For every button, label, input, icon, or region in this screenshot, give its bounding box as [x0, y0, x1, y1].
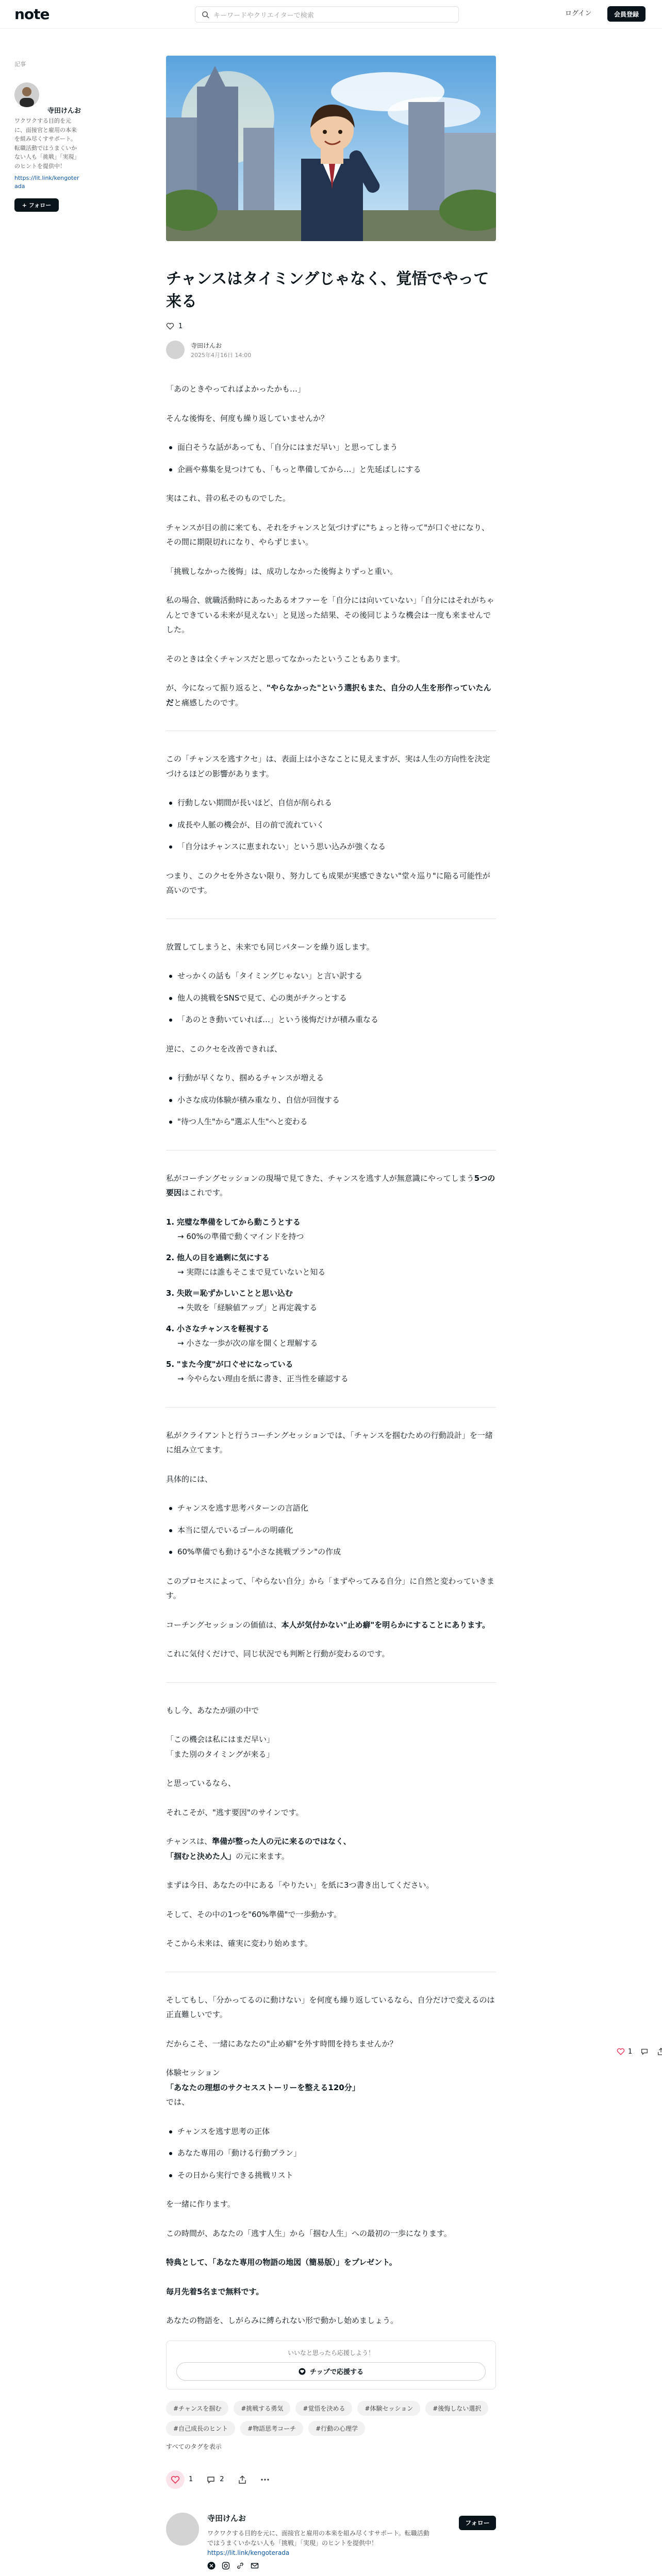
x-icon[interactable] — [207, 2562, 216, 2570]
list-number: 5. — [166, 1359, 175, 1369]
tip-button[interactable] — [176, 2362, 486, 2381]
support-label: いいなと思ったら応援しよう！ — [287, 2349, 374, 2357]
author-follow-button[interactable]: フォロー — [459, 2516, 496, 2530]
list-head: "また今度"が口ぐせになっている — [176, 1359, 293, 1369]
paragraph: 毎月先着5名まで無料です。 — [166, 2286, 264, 2296]
list-number: 3. — [166, 1288, 175, 1298]
sidebar-author-name[interactable]: 寺田けんお — [47, 107, 81, 115]
text: が、今になって振り返ると、 — [166, 683, 267, 692]
list-item: 他人の挑戦をSNSで見て、心の奥がチクっとする — [166, 991, 496, 1006]
sidebar-bio: ワクワクする目的を元に、面接官と雇用の本来を組み尽くすサポート。転職活動ではうまくいかない人も「挑戦」「実現」のヒントを提供中！ — [14, 117, 80, 170]
author-name[interactable]: 寺田けんお — [191, 342, 222, 349]
list-item: あなた専用の「動ける行動プラン」 — [166, 2146, 496, 2161]
share-icon[interactable] — [238, 2475, 247, 2484]
paragraph: あなたの物語を、しがらみに縛られない形で動かし始めましょう。 — [166, 2316, 399, 2325]
tag[interactable]: #物語思考コーチ — [240, 2421, 303, 2436]
search-icon — [202, 11, 209, 19]
tag[interactable]: #行動の心理学 — [308, 2421, 365, 2436]
bold-text: "やらなかった"という選択もまた、自分の人生を形作っていたんだ — [166, 683, 491, 707]
paragraph: と思っているなら、 — [166, 1778, 236, 1788]
bold-text: 本人が気付かない"止め癖"を明らかにすることにあります。 — [281, 1620, 490, 1630]
list-sub: → 60%の準備で動くマインドを持つ — [177, 1232, 304, 1241]
list-sub: → 小さな一歩が次の扉を開くと理解する — [177, 1338, 318, 1348]
article-body — [166, 382, 496, 2328]
paragraph: 「あのときやってればよかったかも…」 — [166, 384, 306, 394]
list-sub: → 失敗を「経験値アップ」と再定義する — [177, 1303, 318, 1312]
tag[interactable]: #後悔しない選択 — [425, 2401, 488, 2416]
list-item: チャンスを逃す思考の正体 — [166, 2124, 496, 2139]
text: チャンスは、 — [166, 1837, 212, 1846]
paragraph: このプロセスによって、「やらない自分」から「まずやってみる自分」に自然と変わっていきます。 — [166, 1576, 495, 1600]
divider — [166, 1407, 496, 1408]
paragraph: 放置してしまうと、未来でも同じパターンを繰り返します。 — [166, 942, 374, 952]
paragraph: 具体的には、 — [166, 1474, 213, 1484]
article-title: チャンスはタイミングじゃなく、覚悟でやって来る — [166, 270, 489, 311]
list-item: その日から実行できる挑戦リスト — [166, 2168, 496, 2183]
list-item: せっかくの話も「タイミングじゃない」と言い訳する — [166, 969, 496, 984]
paragraph: 特典として、「あなた専用の物語の地図（簡易版）」をプレゼント。 — [166, 2258, 397, 2267]
comment-icon[interactable] — [206, 2475, 216, 2484]
list-item: 本当に望んでいるゴールの明確化 — [166, 1523, 496, 1538]
list-number: 1. — [166, 1217, 175, 1227]
floating-like-count: 1 — [628, 2047, 633, 2056]
list-number: 2. — [166, 1252, 175, 1262]
heart-icon[interactable] — [166, 322, 174, 330]
list-sub: → 今やらない理由を紙に書き、正当性を確認する — [177, 1374, 349, 1383]
list-head: 失敗＝恥ずかしいことと思い込む — [176, 1288, 293, 1298]
paragraph — [166, 681, 496, 710]
person-icon — [14, 82, 39, 107]
like-count: 1 — [178, 322, 183, 330]
numbered-list — [166, 1215, 496, 1386]
publish-date: 2025年4月16日 14:00 — [191, 351, 252, 359]
author-card-bio: ワクワクする目的を元に、面接官と雇用の本来を組み尽くすサポート。転職活動ではうまくいかない人も「挑戦」「実現」のヒントを提供中！ — [207, 2529, 429, 2547]
avatar[interactable] — [14, 82, 39, 107]
like-count: 1 — [189, 2476, 193, 2483]
list-item — [166, 1215, 496, 1244]
paragraph: もし今、あなたが頭の中で — [166, 1705, 259, 1715]
link-icon[interactable] — [236, 2562, 244, 2570]
more-icon[interactable] — [260, 2475, 270, 2484]
paragraph: まずは今日、あなたの中にある「やりたい」を紙に3つ書き出してください。 — [166, 1880, 434, 1890]
author-card-name[interactable]: 寺田けんお — [207, 2513, 246, 2523]
hero-image — [166, 56, 496, 241]
tag[interactable]: #覚悟を決める — [295, 2401, 352, 2416]
paragraph: つまり、このクセを外さない限り、努力しても成果が実感できない"堂々巡り"に陥る可能性が高いのです。 — [166, 871, 490, 895]
paragraph — [166, 1834, 496, 1863]
paragraph: 私の場合、就職活動時にあったあるオファーを「自分には向いていない」「自分にはそれがちゃんとできている未来が見えない」と見送った結果、その後同じような機会は一度も来ませんでした。 — [166, 596, 494, 634]
paragraph: これに気付くだけで、同じ状況でも判断と行動が変わるのです。 — [166, 1649, 390, 1658]
list-item: 行動しない期間が長いほど、自信が削られる — [166, 795, 496, 810]
list-item: 成長や人脈の機会が、目の前で流れていく — [166, 818, 496, 833]
list-item — [166, 1321, 496, 1351]
list-item — [166, 1250, 496, 1280]
instagram-icon[interactable] — [222, 2562, 230, 2570]
paragraph: この「チャンスを逃すクセ」は、表面上は小さなことに見えますが、実は人生の方向性を決定づけるほどの影響があります。 — [166, 754, 490, 778]
list-head: 完璧な準備をしてから動こうとする — [176, 1217, 301, 1227]
divider — [166, 1682, 496, 1683]
signup-button[interactable]: 会員登録 — [607, 6, 646, 22]
like-group — [166, 2470, 193, 2489]
sidebar-follow-button[interactable]: + フォロー — [14, 198, 59, 212]
list-item: 「自分はチャンスに恵まれない」という思い込みが強くなる — [166, 839, 496, 854]
list-item: 企画や募集を見つけても、「もっと準備してから…」と先延ばしにする — [166, 462, 496, 477]
paragraph: では、 — [166, 2097, 190, 2107]
tag-list — [166, 2401, 496, 2436]
paragraph — [166, 1732, 496, 1761]
list-item: 行動が早くなり、掴めるチャンスが増える — [166, 1071, 496, 1086]
paragraph: この時間が、あなたの「逃す人生」から「掴む人生」への最初の一歩になります。 — [166, 2228, 452, 2238]
bold-text: 5つの要因 — [166, 1173, 495, 1197]
search-placeholder: キーワードやクリエイターで検索 — [213, 11, 314, 20]
list-item: 60%準備でも動ける"小さな挑戦プラン"の作成 — [166, 1545, 496, 1560]
tag[interactable]: #自己成長のヒント — [166, 2421, 235, 2436]
bullet-list — [166, 1501, 496, 1560]
bullet-list — [166, 969, 496, 1027]
list-item: 面白そうな話があっても、「自分にはまだ早い」と思ってしまう — [166, 440, 496, 455]
bold-text: 「掴むと決めた人」 — [166, 1851, 236, 1861]
like-button[interactable] — [166, 2470, 185, 2489]
search-input[interactable] — [195, 6, 459, 23]
paragraph: それこそが、"逃す要因"のサインです。 — [166, 1807, 304, 1817]
paragraph: 「挑戦しなかった後悔」は、成功しなかった後悔よりずっと重い。 — [166, 566, 398, 576]
paragraph: チャンスが目の前に来ても、それをチャンスと気づけずに"ちょっと待って"が口ぐせになり、その間に期限切れになり、やらずじまい。 — [166, 522, 490, 547]
tip-icon — [299, 2368, 306, 2375]
list-item — [166, 1286, 496, 1315]
list-item: 小さな成功体験が積み重なり、自信が回復する — [166, 1093, 496, 1108]
paragraph: を一緒に作ります。 — [166, 2199, 235, 2209]
bullet-list — [166, 2124, 496, 2183]
tip-button-label: チップで応援する — [309, 2368, 363, 2376]
sidebar-link[interactable]: https://lit.link/kengoterada — [14, 174, 79, 190]
paragraph — [166, 1171, 496, 1200]
text: の元に来ます。 — [236, 1851, 289, 1861]
floating-actions — [617, 2047, 662, 2056]
paragraph: そこから未来は、確実に変わり始めます。 — [166, 1939, 312, 1948]
bullet-list — [166, 795, 496, 854]
comment-count: 2 — [220, 2476, 224, 2483]
article — [166, 268, 496, 2576]
paragraph: そんな後悔を、何度も繰り返していませんか？ — [166, 413, 329, 423]
bullet-list — [166, 1071, 496, 1129]
like-row — [166, 322, 496, 330]
hero-illustration — [166, 56, 496, 241]
author-avatar[interactable] — [166, 2513, 199, 2546]
list-head: 他人の目を過剰に気にする — [176, 1252, 270, 1262]
share-icon[interactable] — [657, 2047, 662, 2056]
text: コーチングセッションの価値は、 — [166, 1620, 282, 1630]
support-box — [166, 2341, 496, 2389]
login-link[interactable]: ログイン — [565, 10, 592, 18]
list-sub: → 実際には誰もそこまで見ていないと知る — [177, 1267, 326, 1277]
text: 「この機会は私にはまだ早い」 — [166, 1735, 275, 1744]
paragraph: そして、その中の1つを"60%準備"で一歩動かす。 — [166, 1909, 342, 1919]
floating-like[interactable] — [617, 2047, 632, 2056]
paragraph — [166, 1618, 496, 1633]
text: はこれです。 — [181, 1188, 227, 1197]
list-item: チャンスを逃す思考パターンの言語化 — [166, 1501, 496, 1516]
text: と痛感したのです。 — [174, 698, 243, 707]
paragraph: そのときは全くチャンスだと思ってなかったということもあります。 — [166, 654, 405, 664]
list-head: 小さなチャンスを軽視する — [176, 1324, 270, 1333]
paragraph: 私がクライアントと行うコーチングセッションでは、「チャンスを掴むための行動設計」を一緒に組み立てます。 — [166, 1430, 493, 1454]
list-item — [166, 1357, 496, 1386]
list-item: "待つ人生"から"選ぶ人生"へと変わる — [166, 1114, 496, 1129]
tag[interactable]: #体験セッション — [357, 2401, 420, 2416]
author-row — [166, 341, 496, 359]
paragraph: 実はこれ、昔の私そのものでした。 — [166, 494, 290, 503]
bullet-list — [166, 440, 496, 477]
author-card — [166, 2513, 496, 2570]
mail-icon[interactable] — [251, 2562, 259, 2570]
sns-links — [207, 2562, 434, 2570]
list-number: 4. — [166, 1324, 175, 1333]
paragraph: 逆に、このクセを改善できれば、 — [166, 1044, 283, 1054]
site-header — [0, 0, 662, 29]
text: 私がコーチングセッションの現場で見てきた、チャンスを逃す人が無意識にやってしまう — [166, 1173, 474, 1183]
author-card-link[interactable]: https://lit.link/kengoterada — [207, 2549, 290, 2556]
bold-text: 準備が整った人の元に来るのではなく、 — [212, 1837, 351, 1846]
sidebar — [14, 60, 81, 212]
comment-group — [206, 2475, 224, 2484]
tag[interactable]: #挑戦する勇気 — [234, 2401, 290, 2416]
text: 「また別のタイミングが来る」 — [166, 1749, 274, 1759]
note-logo[interactable]: note — [14, 6, 49, 23]
paragraph: だからこそ、一緒にあなたの"止め癖"を外す時間を持ちませんか？ — [166, 2039, 398, 2048]
heart-icon — [171, 2475, 180, 2484]
list-item: 「あのとき動いていれば…」という後悔だけが積み重なる — [166, 1012, 496, 1027]
paragraph: 体験セッション — [166, 2068, 220, 2077]
comment-icon[interactable] — [640, 2047, 649, 2056]
paragraph: そしてもし、「分かってるのに動けない」を何度も繰り返しているなら、自分だけで変えるのは正直難しいです。 — [166, 1995, 495, 2019]
tag[interactable]: #チャンスを掴む — [166, 2401, 228, 2416]
show-all-tags-link[interactable]: すべてのタグを表示 — [166, 2443, 222, 2450]
action-bar — [166, 2470, 496, 2489]
author-avatar[interactable] — [166, 341, 185, 359]
sidebar-label: 記事 — [14, 61, 26, 67]
paragraph: 「あなたの理想のサクセスストーリーを整える120分」 — [166, 2082, 360, 2092]
heart-icon — [617, 2047, 625, 2056]
